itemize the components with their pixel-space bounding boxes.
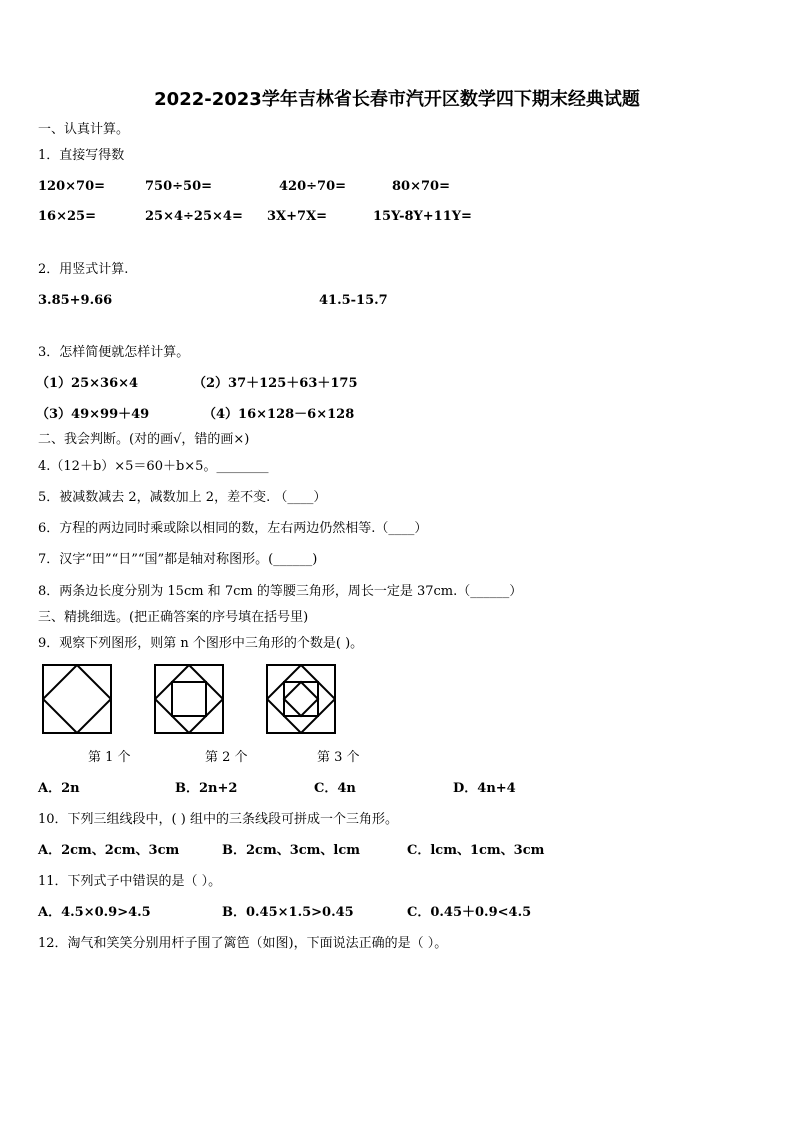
q11-option-b: B．0.45×1.5>0.45 [222,905,354,920]
figure-label: 第 3 个 [317,750,360,765]
q2-item: 3.85+9.66 [38,293,113,308]
q10-option-c: C．lcm、1cm、3cm [407,843,545,858]
judge-item-5: 5．被减数减去 2，减数加上 2，差不变. （____） [38,490,327,505]
figure-1 [42,664,112,734]
q10-option-b: B．2cm、3cm、lcm [222,843,361,858]
q1-item: 15Y-8Y+11Y= [373,209,472,224]
figure-3 [266,664,336,734]
figure-label: 第 2 个 [205,750,248,765]
judge-item-8: 8．两条边长度分别为 15cm 和 7cm 的等腰三角形，周长一定是 37cm.（______） [38,584,523,599]
q1-item: 80×70= [392,179,450,194]
q1-item: 750÷50= [145,179,213,194]
q2-item: 41.5-15.7 [319,293,388,308]
q9-option-c: C．4n [314,781,356,796]
q1-item: 25×4÷25×4= [145,209,243,224]
q3-item: （3）49×99＋49 [36,407,150,422]
q11-stem: 11．下列式子中错误的是（ ）。 [38,874,222,889]
judge-item-7: 7．汉字“田”“日”“国”都是轴对称图形。(______) [38,552,318,567]
q12-stem: 12．淘气和笑笑分别用杆子围了篱笆（如图)，下面说法正确的是（ ）。 [38,936,448,951]
judge-item-6: 6．方程的两边同时乘或除以相同的数，左右两边仍然相等.（____） [38,521,428,536]
q9-option-b: B．2n+2 [175,781,238,796]
q3-item: （4）16×128－6×128 [203,407,355,422]
figure-2 [154,664,224,734]
q1-item: 16×25= [38,209,96,224]
q2-label: 2．用竖式计算. [38,262,129,277]
q3-label: 3．怎样简便就怎样计算。 [38,345,190,360]
q11-option-c: C．0.45＋0.9<4.5 [407,905,532,920]
q1-label: 1．直接写得数 [38,148,125,163]
q3-item: （2）37＋125＋63＋175 [193,376,358,391]
q1-item: 3X+7X= [267,209,328,224]
q10-option-a: A．2cm、2cm、3cm [38,843,180,858]
judge-item-4: 4.（12＋b）×5＝60＋b×5。________ [38,459,269,474]
page-title: 2022-2023学年吉林省长春市汽开区数学四下期末经典试题 [154,89,640,110]
q9-option-d: D．4n+4 [453,781,516,796]
q3-item: （1）25×36×4 [36,376,139,391]
q10-stem: 10．下列三组线段中，( ) 组中的三条线段可拼成一个三角形。 [38,812,398,827]
section1-heading: 一、认真计算。 [38,122,130,137]
q1-item: 420÷70= [279,179,347,194]
q9-stem: 9．观察下列图形，则第 n 个图形中三角形的个数是( )。 [38,636,364,651]
q9-option-a: A．2n [38,781,80,796]
q1-item: 120×70= [38,179,106,194]
figure-label: 第 1 个 [88,750,131,765]
section3-heading: 三、精挑细选。(把正确答案的序号填在括号里) [38,610,309,625]
q11-option-a: A．4.5×0.9>4.5 [38,905,151,920]
section2-heading: 二、我会判断。(对的画√，错的画×) [38,432,250,447]
